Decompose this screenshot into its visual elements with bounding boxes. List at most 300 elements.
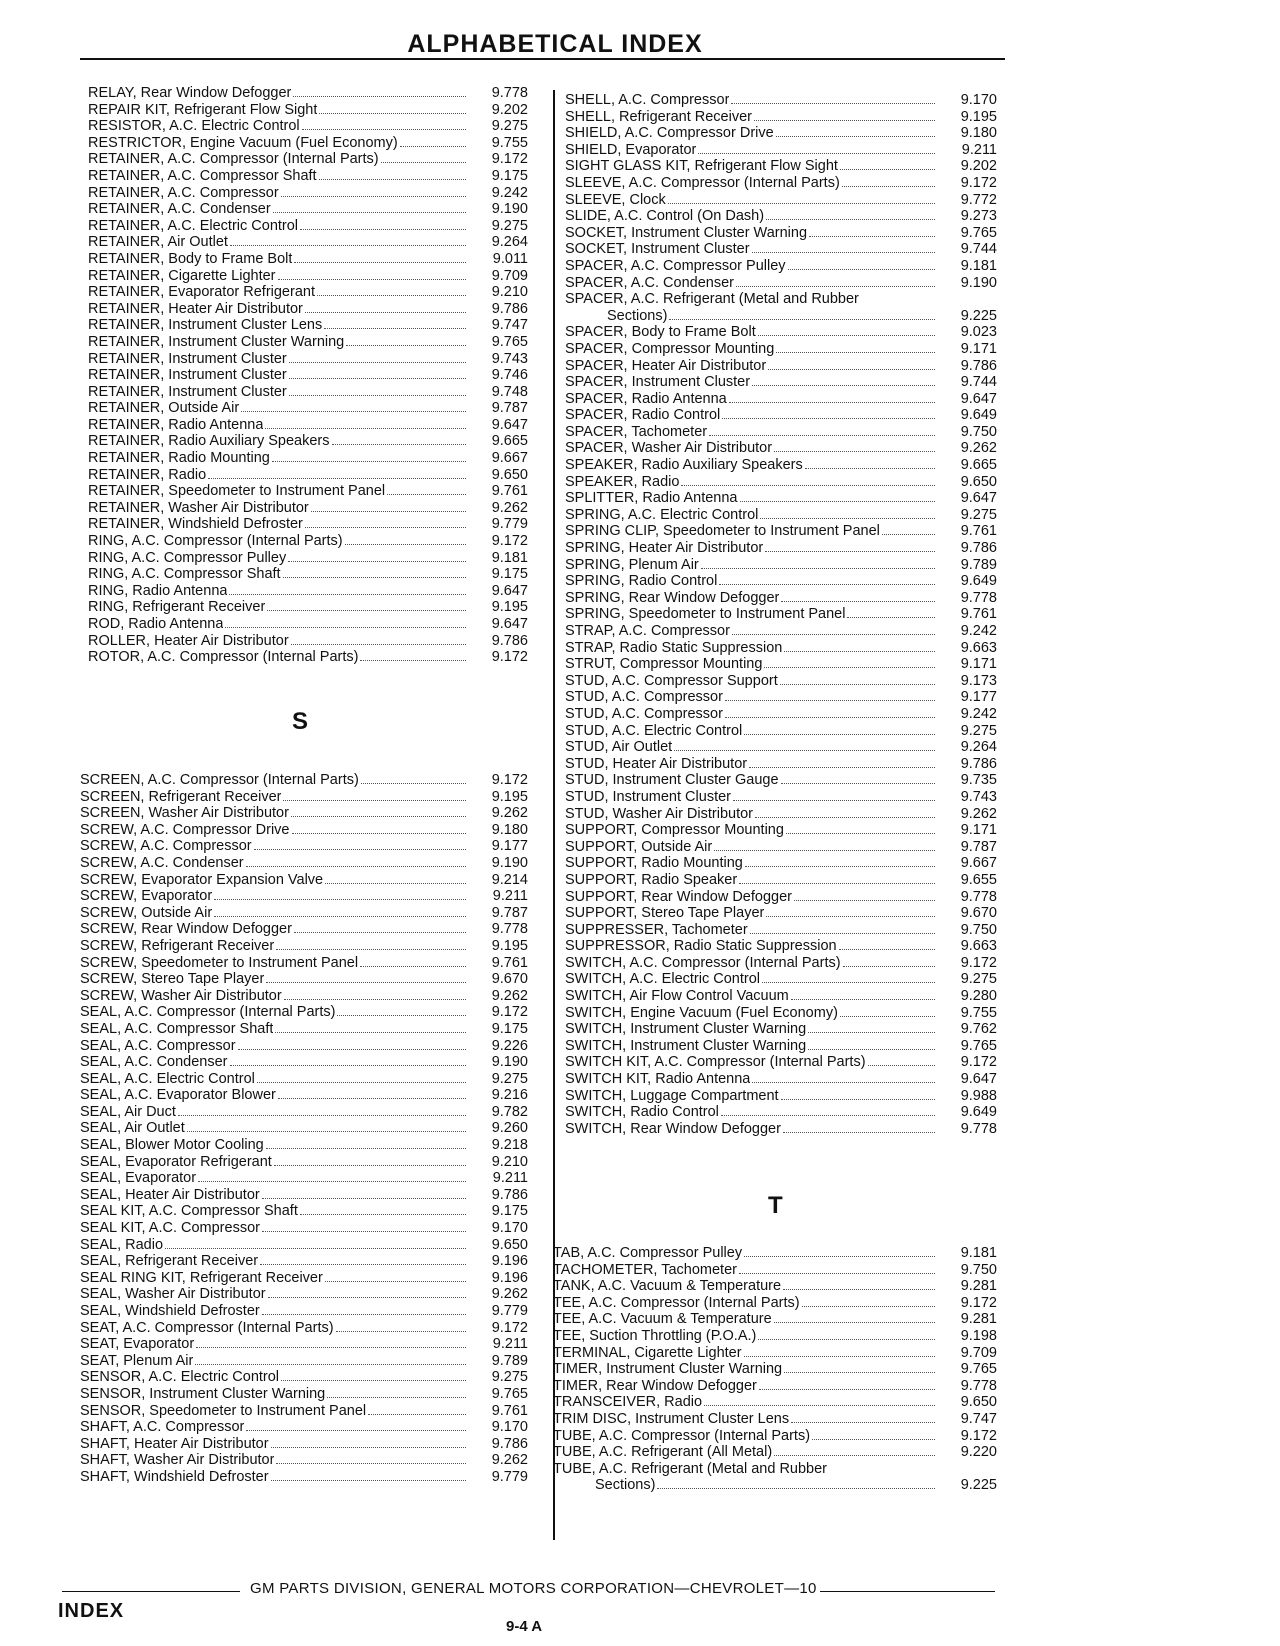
index-entry bbox=[88, 185, 528, 202]
dot-leader bbox=[783, 1289, 935, 1290]
index-entry-label: RETAINER, A.C. Compressor (Internal Parts) bbox=[88, 151, 379, 168]
dot-leader bbox=[722, 418, 935, 419]
index-entry-page: 9.211 bbox=[492, 1336, 528, 1353]
index-entry-page: 9.262 bbox=[491, 805, 528, 822]
index-entry bbox=[88, 201, 528, 218]
dot-leader bbox=[305, 312, 466, 313]
dot-leader bbox=[400, 146, 466, 147]
index-entry bbox=[565, 905, 997, 922]
index-entry-label: SEAL, Refrigerant Receiver bbox=[80, 1253, 259, 1270]
dot-leader bbox=[214, 916, 466, 917]
index-entry bbox=[565, 225, 997, 242]
index-entry bbox=[553, 1461, 997, 1478]
index-entry bbox=[88, 483, 528, 500]
index-entry bbox=[80, 1104, 528, 1121]
dot-leader bbox=[760, 518, 935, 519]
index-entry-page: 9.275 bbox=[491, 118, 528, 135]
dot-leader bbox=[360, 966, 466, 967]
dot-leader bbox=[266, 982, 466, 983]
index-entry bbox=[565, 789, 997, 806]
dot-leader bbox=[230, 1065, 467, 1066]
index-entry-page: 9.242 bbox=[960, 623, 997, 639]
dot-leader bbox=[289, 378, 466, 379]
dot-leader bbox=[187, 1131, 466, 1132]
index-entry-label: SEAL KIT, A.C. Compressor Shaft bbox=[80, 1203, 298, 1220]
index-entry bbox=[565, 1005, 997, 1022]
index-entry-page: 9.177 bbox=[491, 838, 528, 855]
index-entry-label: STUD, A.C. Compressor Support bbox=[565, 672, 778, 689]
index-entry-page: 9.765 bbox=[960, 224, 997, 241]
dot-leader bbox=[271, 1447, 466, 1448]
index-entry-page: 9.011 bbox=[492, 250, 528, 267]
index-entry-page: 9.762 bbox=[960, 1021, 997, 1038]
dot-leader bbox=[262, 1314, 466, 1315]
index-entry-label: SCREW, Stereo Tape Player bbox=[80, 971, 265, 988]
dot-leader bbox=[725, 717, 935, 718]
index-entry bbox=[565, 374, 997, 391]
index-entry-label: RETAINER, Washer Air Distributor bbox=[88, 499, 309, 516]
dot-leader bbox=[744, 1256, 935, 1257]
index-entry-label: SEAL, Evaporator bbox=[80, 1170, 197, 1187]
index-entry-label: SHAFT, Windshield Defroster bbox=[80, 1468, 269, 1485]
index-entry-page: 9.262 bbox=[491, 499, 528, 516]
index-entry-page: 9.175 bbox=[491, 167, 528, 184]
index-entry-label: SCREW, A.C. Compressor Drive bbox=[80, 821, 290, 838]
dot-leader bbox=[657, 1488, 935, 1489]
index-entry-continuation bbox=[553, 1477, 997, 1494]
index-entry-page: 9.761 bbox=[491, 1402, 528, 1419]
index-entry-page: 9.211 bbox=[961, 141, 997, 158]
index-entry-page: 9.211 bbox=[492, 888, 528, 905]
dot-leader bbox=[784, 651, 935, 652]
dot-leader bbox=[704, 1405, 935, 1406]
index-entry-continuation bbox=[565, 308, 997, 325]
dot-leader bbox=[768, 369, 935, 370]
index-entry-page: 9.172 bbox=[491, 1004, 528, 1021]
index-entry-page: 9.744 bbox=[960, 374, 997, 391]
dot-leader bbox=[273, 212, 466, 213]
index-entry-page: 9.190 bbox=[491, 854, 528, 871]
index-entry-label: SCREW, Outside Air bbox=[80, 904, 213, 921]
dot-leader bbox=[319, 179, 466, 180]
index-entry-label: TUBE, A.C. Refrigerant (Metal and Rubber bbox=[553, 1460, 828, 1477]
index-entry-label: RETAINER, A.C. Compressor bbox=[88, 184, 279, 201]
index-entry-page: 9.667 bbox=[960, 855, 997, 872]
index-entry-page: 9.787 bbox=[491, 904, 528, 921]
index-entry-label: SLEEVE, A.C. Compressor (Internal Parts) bbox=[565, 174, 840, 191]
index-entry-label: STUD, A.C. Compressor bbox=[565, 705, 723, 722]
dot-leader bbox=[781, 1099, 935, 1100]
index-entry-page: 9.273 bbox=[960, 208, 997, 225]
dot-leader bbox=[759, 1389, 935, 1390]
dot-leader bbox=[246, 1430, 466, 1431]
index-entry-label: RESISTOR, A.C. Electric Control bbox=[88, 118, 300, 135]
index-entry-page: 9.778 bbox=[491, 85, 528, 101]
index-entry bbox=[565, 1121, 997, 1138]
index-entry-page: 9.761 bbox=[960, 606, 997, 623]
dot-leader bbox=[387, 494, 466, 495]
index-entry-page: 9.172 bbox=[491, 649, 528, 666]
index-entry-page: 9.262 bbox=[960, 440, 997, 457]
index-entry-label-continued: Sections) bbox=[595, 1477, 656, 1494]
index-entry bbox=[80, 1021, 528, 1038]
index-entry-page: 9.670 bbox=[960, 905, 997, 922]
index-entry-page: 9.171 bbox=[960, 340, 997, 357]
dot-leader bbox=[214, 899, 466, 900]
index-entry bbox=[565, 158, 997, 175]
dot-leader bbox=[750, 933, 935, 934]
index-entry-label: SWITCH, Instrument Cluster Warning bbox=[565, 1021, 807, 1038]
index-entry bbox=[565, 623, 997, 640]
index-entry-page: 9.761 bbox=[491, 954, 528, 971]
index-entry-page: 9.779 bbox=[491, 516, 528, 533]
index-entry bbox=[565, 706, 997, 723]
index-entry-label: SHAFT, A.C. Compressor bbox=[80, 1419, 245, 1436]
index-entry bbox=[80, 1220, 528, 1237]
index-entry-page: 9.743 bbox=[491, 350, 528, 367]
index-entry-page: 9.195 bbox=[491, 788, 528, 805]
index-entry-label: SCREW, Evaporator Expansion Valve bbox=[80, 871, 324, 888]
dot-leader bbox=[289, 362, 466, 363]
index-entry-page: 9.649 bbox=[960, 573, 997, 590]
index-entry-page: 9.275 bbox=[960, 506, 997, 523]
index-entry-label: TRANSCEIVER, Radio bbox=[553, 1394, 703, 1411]
index-entry-page: 9.750 bbox=[960, 423, 997, 440]
dot-leader bbox=[271, 1480, 466, 1481]
index-entry bbox=[565, 391, 997, 408]
index-entry-page: 9.761 bbox=[960, 523, 997, 540]
index-entry-label: SCREEN, A.C. Compressor (Internal Parts) bbox=[80, 772, 359, 788]
dot-leader bbox=[729, 402, 935, 403]
index-entry-label: SHELL, A.C. Compressor bbox=[565, 92, 730, 108]
index-entry-page: 9.765 bbox=[491, 1385, 528, 1402]
index-entry-label: TUBE, A.C. Compressor (Internal Parts) bbox=[553, 1427, 811, 1444]
index-entry bbox=[88, 566, 528, 583]
index-entry-label: SEAT, Evaporator bbox=[80, 1336, 195, 1353]
index-entry-label: RETAINER, Instrument Cluster bbox=[88, 367, 287, 384]
index-entry-page: 9.779 bbox=[491, 1303, 528, 1319]
dot-leader bbox=[317, 295, 466, 296]
dot-leader bbox=[254, 849, 466, 850]
index-entry-label: RETAINER, Evaporator Refrigerant bbox=[88, 284, 315, 301]
dot-leader bbox=[327, 1397, 466, 1398]
index-entry bbox=[565, 739, 997, 756]
index-entry-page: 9.171 bbox=[960, 822, 997, 839]
footer-rule-right bbox=[820, 1591, 995, 1592]
index-entry bbox=[565, 971, 997, 988]
index-entry-page: 9.275 bbox=[960, 971, 997, 988]
dot-leader bbox=[739, 883, 935, 884]
index-entry bbox=[565, 291, 997, 308]
right-column-t-entries bbox=[553, 1245, 997, 1494]
index-entry-page: 9.173 bbox=[960, 672, 997, 689]
index-entry-page: 9.170 bbox=[960, 92, 997, 108]
index-entry-page: 9.655 bbox=[960, 871, 997, 888]
index-entry-page: 9.649 bbox=[960, 407, 997, 424]
index-entry-page: 9.262 bbox=[491, 1286, 528, 1303]
index-entry-label: SEAL, A.C. Condenser bbox=[80, 1054, 228, 1071]
index-entry-label: SWITCH, A.C. Electric Control bbox=[565, 971, 760, 988]
dot-leader bbox=[882, 534, 935, 535]
index-entry bbox=[565, 507, 997, 524]
index-entry bbox=[553, 1444, 997, 1461]
index-entry-label: SUPPORT, Outside Air bbox=[565, 838, 713, 855]
dot-leader bbox=[721, 1115, 935, 1116]
index-entry bbox=[88, 400, 528, 417]
index-entry bbox=[80, 772, 528, 789]
index-entry-label: RETAINER, A.C. Condenser bbox=[88, 201, 271, 218]
dot-leader bbox=[868, 1065, 935, 1066]
index-entry-label: RING, A.C. Compressor Shaft bbox=[88, 566, 281, 583]
dot-leader bbox=[788, 269, 935, 270]
index-entry-page: 9.218 bbox=[491, 1137, 528, 1154]
index-entry bbox=[553, 1394, 997, 1411]
dot-leader bbox=[762, 982, 935, 983]
index-entry-label: SUPPRESSER, Tachometer bbox=[565, 921, 748, 938]
index-entry-page: 9.747 bbox=[491, 317, 528, 334]
index-entry-label: SPACER, Radio Antenna bbox=[565, 390, 727, 407]
dot-leader bbox=[336, 1331, 466, 1332]
index-entry-label: SHIELD, A.C. Compressor Drive bbox=[565, 125, 774, 142]
index-entry-page: 9.262 bbox=[491, 1452, 528, 1469]
index-entry-label: SUPPRESSOR, Radio Static Suppression bbox=[565, 938, 837, 955]
index-entry bbox=[565, 922, 997, 939]
footer-rule-left bbox=[62, 1591, 240, 1592]
index-entry-page: 9.190 bbox=[960, 274, 997, 291]
index-entry-label: SEAL, A.C. Evaporator Blower bbox=[80, 1087, 276, 1104]
dot-leader bbox=[701, 568, 935, 569]
dot-leader bbox=[281, 1380, 466, 1381]
dot-leader bbox=[745, 866, 935, 867]
index-entry-page: 9.281 bbox=[960, 1278, 997, 1295]
index-entry-label: SEAT, Plenum Air bbox=[80, 1352, 194, 1369]
dot-leader bbox=[766, 219, 935, 220]
index-entry bbox=[565, 109, 997, 126]
index-entry bbox=[553, 1411, 997, 1428]
index-entry-label: SPACER, Radio Control bbox=[565, 407, 721, 424]
index-entry bbox=[88, 533, 528, 550]
index-entry-label: STUD, Instrument Cluster bbox=[565, 788, 731, 805]
index-entry-label: SUPPORT, Radio Speaker bbox=[565, 871, 738, 888]
index-entry-label: ROLLER, Heater Air Distributor bbox=[88, 632, 289, 649]
dot-leader bbox=[752, 252, 935, 253]
index-entry bbox=[88, 351, 528, 368]
index-entry-label: SPACER, Body to Frame Bolt bbox=[565, 324, 756, 341]
dot-leader bbox=[732, 634, 935, 635]
index-entry-label: RETAINER, Heater Air Distributor bbox=[88, 300, 303, 317]
index-entry-page: 9.650 bbox=[960, 1394, 997, 1411]
dot-leader bbox=[791, 1422, 935, 1423]
index-entry bbox=[88, 500, 528, 517]
dot-leader bbox=[774, 451, 935, 452]
footer-section-label: INDEX bbox=[58, 1600, 125, 1622]
index-entry bbox=[80, 1237, 528, 1254]
index-entry-page: 9.225 bbox=[960, 1477, 997, 1494]
dot-leader bbox=[381, 162, 466, 163]
index-entry bbox=[88, 102, 528, 119]
index-entry bbox=[80, 1071, 528, 1088]
index-entry-label: TANK, A.C. Vacuum & Temperature bbox=[553, 1278, 782, 1295]
index-entry bbox=[88, 135, 528, 152]
index-entry-page: 9.663 bbox=[960, 639, 997, 656]
index-entry-page: 9.275 bbox=[491, 1369, 528, 1386]
index-entry-label: SWITCH KIT, Radio Antenna bbox=[565, 1071, 751, 1088]
index-entry bbox=[553, 1245, 997, 1262]
index-entry-page: 9.650 bbox=[491, 466, 528, 483]
dot-leader bbox=[284, 999, 466, 1000]
dot-leader bbox=[776, 136, 935, 137]
index-entry-page: 9.746 bbox=[491, 367, 528, 384]
index-entry bbox=[88, 467, 528, 484]
index-entry bbox=[88, 118, 528, 135]
index-entry-page: 9.647 bbox=[960, 1071, 997, 1088]
dot-leader bbox=[669, 319, 935, 320]
index-entry-label: TEE, Suction Throttling (P.O.A.) bbox=[553, 1327, 757, 1344]
index-entry-page: 9.786 bbox=[491, 632, 528, 649]
index-entry bbox=[565, 673, 997, 690]
index-entry bbox=[553, 1311, 997, 1328]
dot-leader bbox=[840, 1016, 935, 1017]
index-entry-label: SPEAKER, Radio bbox=[565, 473, 680, 490]
index-entry-page: 9.761 bbox=[491, 483, 528, 500]
index-entry-page: 9.210 bbox=[491, 284, 528, 301]
dot-leader bbox=[749, 767, 935, 768]
index-entry-label: SEAT, A.C. Compressor (Internal Parts) bbox=[80, 1319, 334, 1336]
index-entry-page: 9.765 bbox=[960, 1361, 997, 1378]
index-entry bbox=[80, 1336, 528, 1353]
index-entry-label: SCREW, Evaporator bbox=[80, 888, 213, 905]
dot-leader bbox=[698, 153, 935, 154]
index-entry-page: 9.709 bbox=[960, 1344, 997, 1361]
dot-leader bbox=[758, 1339, 935, 1340]
dot-leader bbox=[267, 610, 466, 611]
index-entry-label: SCREW, Speedometer to Instrument Panel bbox=[80, 954, 359, 971]
index-entry-page: 9.281 bbox=[960, 1311, 997, 1328]
dot-leader bbox=[294, 262, 466, 263]
dot-leader bbox=[283, 577, 466, 578]
dot-leader bbox=[292, 833, 467, 834]
index-entry-label: SUPPORT, Compressor Mounting bbox=[565, 822, 784, 839]
index-entry-page: 9.196 bbox=[491, 1269, 528, 1286]
index-entry bbox=[88, 649, 528, 666]
index-entry bbox=[553, 1378, 997, 1395]
index-entry bbox=[88, 301, 528, 318]
index-entry bbox=[565, 938, 997, 955]
dot-leader bbox=[847, 617, 935, 618]
index-entry-label: SEAL KIT, A.C. Compressor bbox=[80, 1220, 260, 1237]
index-entry-label: SPACER, Tachometer bbox=[565, 423, 708, 440]
index-entry-page: 9.747 bbox=[960, 1410, 997, 1427]
dot-leader bbox=[288, 561, 466, 562]
index-entry-page: 9.765 bbox=[960, 1037, 997, 1054]
index-entry bbox=[565, 855, 997, 872]
index-entry bbox=[88, 433, 528, 450]
index-entry-label: SWITCH KIT, A.C. Compressor (Internal Parts) bbox=[565, 1054, 866, 1071]
dot-leader bbox=[324, 328, 466, 329]
dot-leader bbox=[195, 1364, 466, 1365]
index-entry-label: SPRING, A.C. Electric Control bbox=[565, 506, 759, 523]
dot-leader bbox=[337, 1015, 466, 1016]
index-entry bbox=[565, 241, 997, 258]
index-entry bbox=[565, 640, 997, 657]
dot-leader bbox=[681, 485, 935, 486]
index-entry-page: 9.175 bbox=[491, 1203, 528, 1220]
index-entry bbox=[80, 1286, 528, 1303]
index-entry bbox=[80, 1253, 528, 1270]
title-rule bbox=[80, 58, 1005, 60]
index-entry-label: RETAINER, Cigarette Lighter bbox=[88, 267, 276, 284]
index-entry bbox=[565, 872, 997, 889]
index-entry-label: SEAL, Air Outlet bbox=[80, 1120, 185, 1137]
right-column-s-entries bbox=[565, 92, 997, 1137]
index-entry bbox=[88, 85, 528, 102]
dot-leader bbox=[781, 601, 935, 602]
index-entry bbox=[88, 168, 528, 185]
index-entry-label: TACHOMETER, Tachometer bbox=[553, 1261, 737, 1278]
dot-leader bbox=[262, 1198, 466, 1199]
dot-leader bbox=[812, 1439, 935, 1440]
index-entry-page: 9.172 bbox=[960, 1054, 997, 1071]
index-entry-label: ROD, Radio Antenna bbox=[88, 616, 224, 632]
dot-leader bbox=[784, 1372, 935, 1373]
index-entry bbox=[80, 1386, 528, 1403]
dot-leader bbox=[257, 1082, 466, 1083]
index-entry-page: 9.650 bbox=[491, 1236, 528, 1253]
index-entry-label: RETAINER, Instrument Cluster Lens bbox=[88, 317, 323, 334]
index-entry-label: SPACER, Instrument Cluster bbox=[565, 374, 751, 391]
index-entry bbox=[88, 367, 528, 384]
index-entry bbox=[80, 1203, 528, 1220]
index-entry-label: SCREW, Rear Window Defogger bbox=[80, 921, 292, 938]
index-entry-page: 9.172 bbox=[960, 1294, 997, 1311]
left-column-r-entries bbox=[88, 85, 528, 666]
index-entry-page: 9.177 bbox=[960, 689, 997, 706]
index-entry-page: 9.181 bbox=[491, 549, 528, 566]
index-entry-label: SOCKET, Instrument Cluster Warning bbox=[565, 224, 808, 241]
index-entry-label: SEAL RING KIT, Refrigerant Receiver bbox=[80, 1269, 323, 1286]
index-entry-page: 9.735 bbox=[960, 772, 997, 789]
index-entry-page: 9.172 bbox=[491, 1319, 528, 1336]
page-title: ALPHABETICAL INDEX bbox=[407, 30, 703, 58]
index-entry bbox=[565, 275, 997, 292]
dot-leader bbox=[276, 949, 466, 950]
dot-leader bbox=[302, 129, 466, 130]
index-entry-label: SWITCH, Luggage Compartment bbox=[565, 1087, 779, 1104]
index-entry-label: SEAL, Radio bbox=[80, 1236, 164, 1253]
index-entry bbox=[88, 616, 528, 633]
index-entry-page: 9.260 bbox=[491, 1120, 528, 1137]
index-entry-label: RETAINER, Body to Frame Bolt bbox=[88, 250, 293, 267]
index-entry bbox=[565, 125, 997, 142]
index-entry bbox=[88, 334, 528, 351]
dot-leader bbox=[744, 1356, 935, 1357]
index-entry bbox=[565, 1038, 997, 1055]
index-entry-page: 9.170 bbox=[491, 1419, 528, 1436]
index-entry bbox=[565, 557, 997, 574]
index-entry bbox=[565, 142, 997, 159]
index-entry-page: 9.647 bbox=[960, 390, 997, 407]
index-entry bbox=[565, 92, 997, 109]
index-entry bbox=[565, 523, 997, 540]
dot-leader bbox=[674, 750, 935, 751]
index-entry bbox=[88, 583, 528, 600]
dot-leader bbox=[300, 1214, 466, 1215]
dot-leader bbox=[289, 395, 466, 396]
index-entry-label: RETAINER, Radio Mounting bbox=[88, 450, 270, 467]
index-entry-page: 9.663 bbox=[960, 938, 997, 955]
index-entry bbox=[80, 1452, 528, 1469]
index-entry bbox=[88, 218, 528, 235]
